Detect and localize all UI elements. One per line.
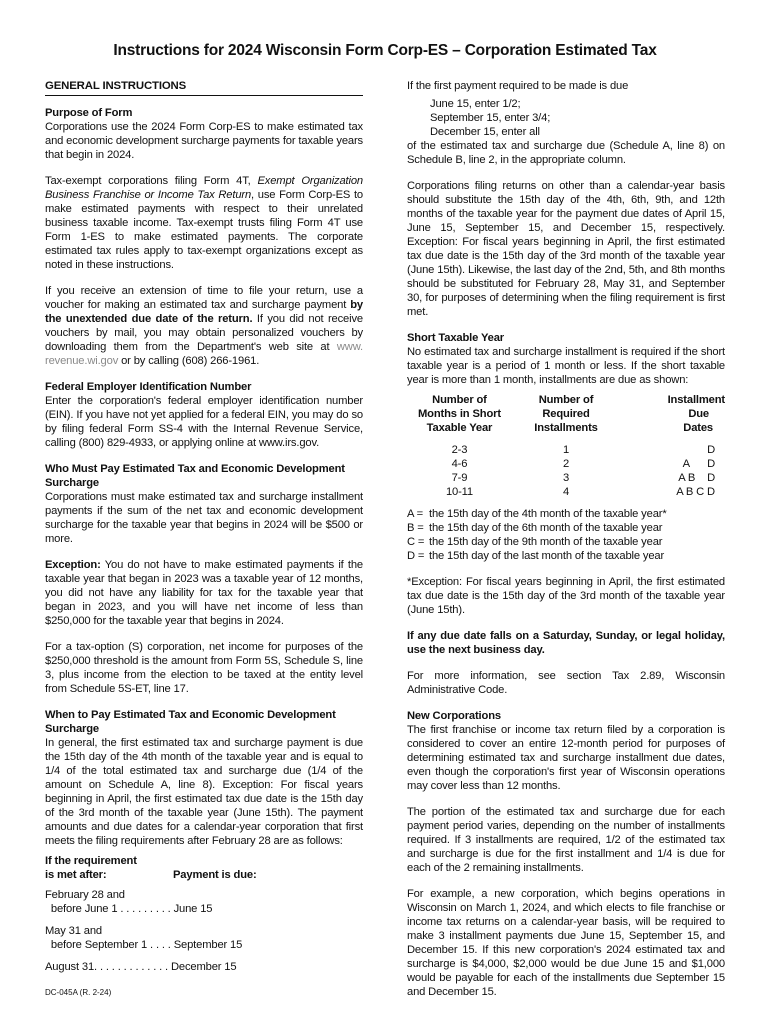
purpose-heading: Purpose of Form	[45, 107, 133, 119]
purpose-paragraph-2	[45, 174, 363, 272]
legend-value: the 15th day of the 9th month of the taxable year	[429, 536, 663, 548]
new-corporations-paragraph-2: The portion of the estimated tax and surcharge due for each payment period varies, depending on the number of installments required. If 3 installments are required, 1/2 of the estimated tax and surcharge is due for the first installment and 1/4 is due for each of the 2 remaining installments.	[407, 806, 725, 874]
th-line: Due	[688, 408, 709, 420]
col-installments	[512, 393, 620, 435]
th-line: Number of	[432, 394, 487, 406]
requirement-row	[45, 888, 363, 916]
row-line-2: before June 1 . . . . . . . . . June 15	[45, 903, 213, 915]
th-line: Installments	[534, 422, 598, 434]
new-corporations-heading: New Corporations	[407, 710, 501, 722]
purpose-paragraph-3	[45, 284, 363, 368]
table-row	[407, 457, 725, 471]
text: You do not have to make estimated payments if the taxable year that began in 2023 was a taxable year of 12 months, you did not have any liability for tax for the taxable year that began in 2023, and you will have net income of less than $250,000 for the taxable year that begins in 2024.	[45, 559, 363, 627]
purpose-paragraph-1: Corporations use the 2024 Form Corp-ES to make estimated tax and economic development surcharge payments for taxable years that begin in 2024.	[45, 121, 363, 161]
legend	[407, 507, 725, 563]
fraction-list	[407, 97, 725, 139]
when-to-pay-heading: When to Pay Estimated Tax and Economic Development Surcharge	[45, 709, 336, 735]
col-payment-due: Payment is due:	[173, 869, 257, 881]
col-months	[407, 393, 512, 435]
left-column	[45, 76, 363, 974]
legend-value: the 15th day of the 4th month of the taxable year*	[429, 508, 667, 520]
exception-label: Exception:	[45, 559, 101, 571]
text: or by calling (608) 266-1961.	[118, 355, 260, 367]
th-line: Months in Short	[418, 408, 501, 420]
row-line-1: August 31. . . . . . . . . . . . . December 15	[45, 961, 237, 973]
table-row	[407, 443, 725, 457]
text: Tax-exempt corporations filing Form 4T,	[45, 175, 258, 187]
text: , use Form Corp-ES to make estimated payments with respect to their unrelated business taxable income. Tax-exempt trusts filing Form 4T use Form 1-ES to make estimated payments. The corporate estimated tax rules apply to tax-exempt organizations except as noted in these instructions.	[45, 189, 363, 271]
row-line-2: before September 1 . . . . September 15	[45, 939, 243, 951]
fein-paragraph: Enter the corporation's federal employer identification number (EIN). If you have not yet applied for a federal EIN, you may do so by filing federal Form SS-4 with the Internal Revenue Service, calling (800) 829-4933, or applying online at www.irs.gov.	[45, 395, 363, 449]
list-item: September 15, enter 3/4;	[430, 112, 551, 124]
cell: 2-3	[451, 444, 468, 456]
form-4t-title: Exempt Organization Business Franchise or Income Tax Return	[45, 175, 363, 201]
legend-item	[407, 507, 725, 521]
cell: 2	[562, 458, 570, 470]
cell: 3	[562, 472, 570, 484]
table-row	[407, 485, 725, 499]
legend-key: C =	[407, 536, 425, 548]
when-to-pay-paragraph: In general, the first estimated tax and surcharge payment is due the 15th day of the 4th month of the taxable year and is equal to 1/4 of the total estimated tax and surcharge due (1/4 of the amount on Schedule A, line 8). Exception: For fiscal years beginning in April, the first estimated tax due date is the 15th day of the 3rd month of the taxable year (June 15th). The payment amounts and due dates for a calendar-year corporation that first meets the filing requirements after February 28 are as follows:	[45, 737, 363, 847]
new-corporations-paragraph-3: For example, a new corporation, which begins operations in Wisconsin on March 1, 2024, and which elects to file franchise or income tax returns on a calendar-year basis, will be required to make 3 installment payments due June 15, September 15, and December 15. If this new corporation's 2024 estimated tax and surcharge is $4,000, $2,000 would be due June 15 and $1,000 would be payable for each of the installments due September 15 and December 15.	[407, 888, 725, 998]
table-row	[407, 471, 725, 485]
short-year-heading: Short Taxable Year	[407, 332, 504, 344]
form-code: DC-045A (R. 2-24)	[45, 988, 112, 997]
short-year-paragraph: No estimated tax and surcharge installment is required if the short taxable year is a period of 1 month or less. If the short taxable year is more than 1 month, installments are due as shown:	[407, 346, 725, 386]
text: If you receive an extension of time to file your return, use a voucher for making an estimated tax and surcharge payment	[45, 285, 363, 311]
legend-item	[407, 535, 725, 549]
general-instructions-heading: GENERAL INSTRUCTIONS	[45, 79, 363, 96]
col-requirement	[45, 854, 173, 882]
legend-key: D =	[407, 550, 425, 562]
who-must-pay-paragraph: Corporations must make estimated tax and surcharge installment payments if the sum of the net tax and economic development surcharge for the taxable year that begins in 2024 will be $500 or more.	[45, 491, 363, 545]
table-header-row	[407, 393, 725, 435]
list-item: June 15, enter 1/2;	[430, 98, 521, 110]
emphasis: by the unextended due date of the return.	[45, 299, 363, 325]
th-line: Taxable Year	[426, 422, 493, 434]
th-line: Required	[542, 408, 590, 420]
legend-key: A =	[407, 508, 424, 520]
cell: A B C D	[676, 486, 715, 498]
cell: 4-6	[451, 458, 468, 470]
th-line: Number of	[538, 394, 594, 406]
new-corporations-paragraph-1: The first franchise or income tax return filed by a corporation is considered to cover an entire 12-month period for purposes of determining estimated tax and surcharge installment due dates, even though the corporation's first year of Wisconsin operations may cover less than 12 months.	[407, 724, 725, 792]
legend-key: B =	[407, 522, 424, 534]
col-due-dates	[620, 393, 725, 435]
cell: A D	[682, 458, 715, 470]
website-link[interactable]: www. revenue.wi.gov	[45, 341, 363, 367]
first-payment-intro: If the first payment required to be made is due	[407, 80, 629, 92]
cell: D	[707, 444, 715, 456]
legend-item	[407, 549, 725, 563]
fein-heading: Federal Employer Identification Number	[45, 381, 252, 393]
th-line: Dates	[683, 422, 713, 434]
more-info-paragraph: For more information, see section Tax 2.89, Wisconsin Administrative Code.	[407, 670, 725, 696]
legend-value: the 15th day of the 6th month of the taxable year	[429, 522, 663, 534]
who-must-pay-heading: Who Must Pay Estimated Tax and Economic Development Surcharge	[45, 463, 345, 489]
s-corp-paragraph: For a tax-option (S) corporation, net income for purposes of the $250,000 threshold is the amount from Form 5S, Schedule S, line 3, plus income from the election to be taxed at the entity level from Schedule 5S-ET, line 17.	[45, 641, 363, 695]
col-requirement-l1: If the requirement	[45, 855, 137, 867]
requirement-table-header	[45, 854, 363, 882]
legend-value: the 15th day of the last month of the taxable year	[429, 550, 665, 562]
installment-table	[407, 393, 725, 499]
cell: 1	[562, 444, 570, 456]
text: If you did not receive vouchers by mail, you may obtain personalized vouchers by downloading them from the Department's web site at	[45, 313, 363, 353]
row-line-1: February 28 and	[45, 889, 125, 901]
requirement-row	[45, 960, 363, 974]
requirement-row	[45, 924, 363, 952]
cell: 4	[562, 486, 570, 498]
fiscal-exception-paragraph: *Exception: For fiscal years beginning in April, the first estimated tax due date is the 15th day of the 3rd month of the taxable year (June 15th).	[407, 576, 725, 616]
col-requirement-l2: is met after:	[45, 869, 107, 881]
right-column	[407, 76, 725, 999]
holiday-note: If any due date falls on a Saturday, Sunday, or legal holiday, use the next business day.	[407, 630, 725, 656]
legend-item	[407, 521, 725, 535]
th-line: Installment	[667, 394, 725, 406]
fiscal-year-paragraph: Corporations filing returns on other than a calendar-year basis should substitute the 15th day of the 4th, 6th, 9th, and 12th months of the taxable year for the payment due dates of April 15, June 15, September 15, and December 15, respectively. Exception: For fiscal years beginning in April, the first estimated tax due date is the 15th day of the 3rd month of the taxable year (June 15th). Likewise, the last day of the 2nd, 5th, and 8th months should be substituted for February 28, May 31, and September 30, for purposes of determining when the filing requirement is first met.	[407, 180, 725, 318]
cell: 10-11	[445, 486, 473, 498]
row-line-1: May 31 and	[45, 925, 102, 937]
schedule-b-paragraph: of the estimated tax and surcharge due (Schedule A, line 8) on Schedule B, line 2, in the appropriate column.	[407, 140, 725, 166]
cell: A B D	[678, 472, 715, 484]
page-title: Instructions for 2024 Wisconsin Form Corp-ES – Corporation Estimated Tax	[113, 42, 657, 59]
exception-paragraph	[45, 558, 363, 628]
list-item: December 15, enter all	[430, 126, 540, 138]
cell: 7-9	[451, 472, 468, 484]
